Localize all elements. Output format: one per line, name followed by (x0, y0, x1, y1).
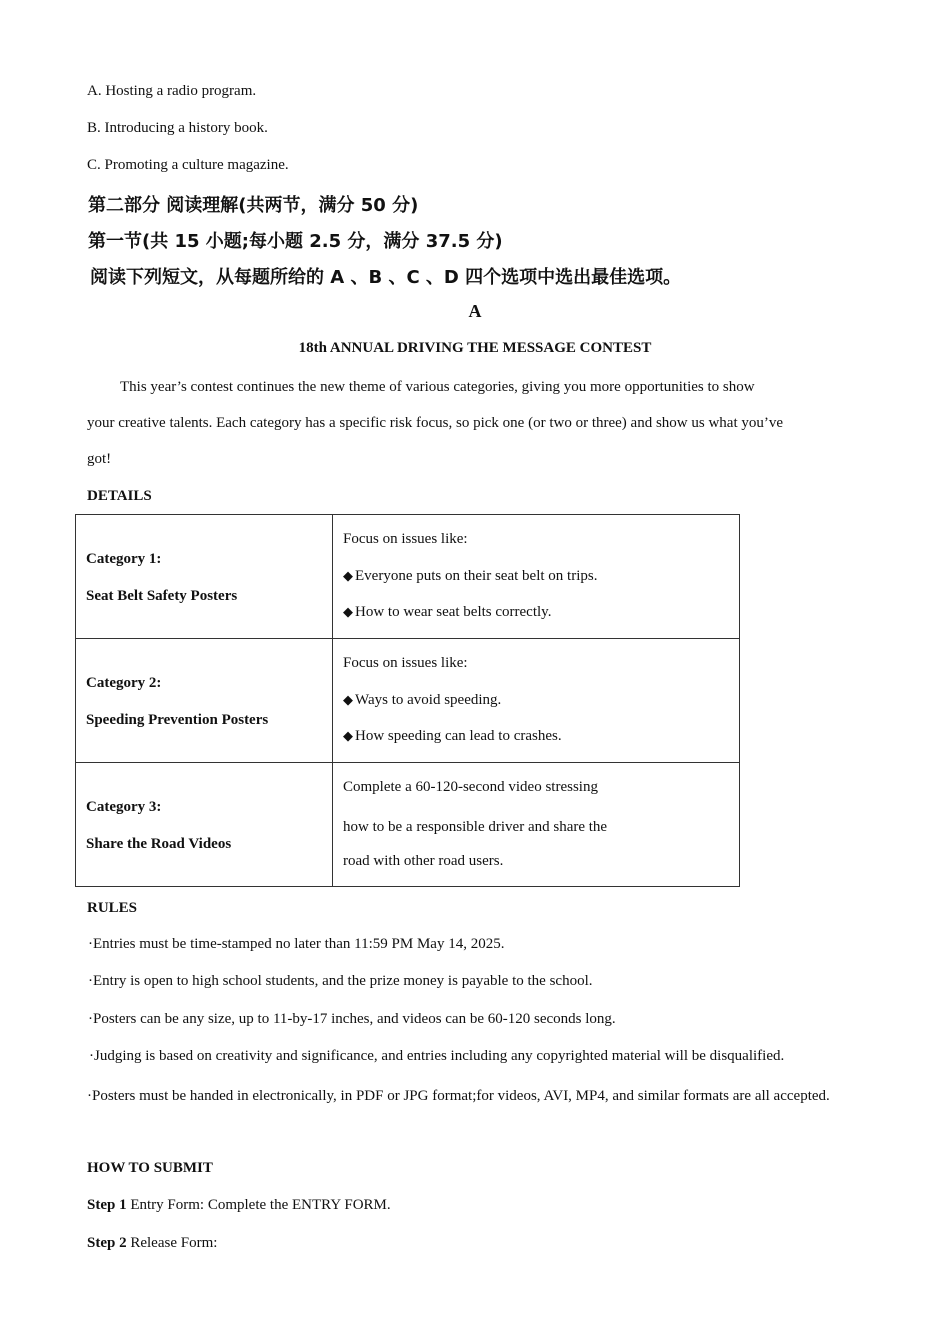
rule-item: ·Posters can be any size, up to 11-by-17 inches, and videos can be 60-120 seconds long. (88, 1011, 616, 1027)
instruction: 阅读下列短文，从每题所给的 A 、B 、C 、D 四个选项中选出最佳选项。 (90, 267, 682, 288)
focus-label: Focus on issues like: (343, 655, 468, 671)
category-cell (76, 515, 333, 639)
part-title: 第二部分 阅读理解(共两节，满分 50 分) (88, 195, 419, 216)
category-label: Category 2: (86, 675, 162, 691)
submit-step (87, 1235, 217, 1252)
diamond-icon: ◆ (343, 569, 353, 584)
step-text: Release Form: (130, 1235, 218, 1251)
step-label: Step 1 (87, 1197, 127, 1213)
category-cell (76, 763, 333, 887)
rule-item: ·Entries must be time-stamped no later than 11:59 PM May 14, 2025. (88, 936, 505, 952)
option-b: B. Introducing a history book. (87, 120, 268, 136)
intro-line-1: This year’s contest continues the new theme of various categories, giving you more opportunities to show (120, 379, 755, 395)
description-line: road with other road users. (343, 853, 504, 869)
option-a: A. Hosting a radio program. (87, 83, 257, 99)
focus-bullet: ◆ Ways to avoid speeding. (343, 692, 502, 708)
focus-bullet: ◆ Everyone puts on their seat belt on trips. (343, 568, 598, 584)
diamond-icon: ◆ (343, 605, 353, 620)
focus-cell (333, 515, 740, 639)
rule-item: ·Entry is open to high school students, and the prize money is payable to the school. (88, 973, 593, 989)
passage-letter: A (468, 301, 482, 321)
table-row (76, 763, 740, 887)
focus-cell (333, 639, 740, 763)
description-line: how to be a responsible driver and share the (343, 819, 608, 835)
intro-line-3: got! (87, 451, 112, 467)
step-label: Step 2 (87, 1235, 127, 1251)
category-name: Share the Road Videos (86, 836, 232, 852)
details-table (75, 514, 740, 887)
focus-label: Focus on issues like: (343, 531, 468, 547)
rule-item: ·Judging is based on creativity and significance, and entries including any copyrighted material will be disqualified. (89, 1048, 785, 1064)
diamond-icon: ◆ (343, 729, 353, 744)
passage-title: 18th ANNUAL DRIVING THE MESSAGE CONTEST (298, 340, 652, 356)
details-heading: DETAILS (87, 488, 152, 504)
option-c: C. Promoting a culture magazine. (87, 157, 289, 173)
table-row (76, 639, 740, 763)
intro-line-2: your creative talents. Each category has a specific risk focus, so pick one (or two or three) and show us what you’ve (87, 415, 784, 431)
category-cell (76, 639, 333, 763)
step-text: Entry Form: Complete the ENTRY FORM. (130, 1197, 391, 1213)
category-name: Seat Belt Safety Posters (86, 588, 238, 604)
category-name: Speeding Prevention Posters (86, 712, 269, 728)
submit-step (87, 1197, 391, 1214)
description-line: Complete a 60-120-second video stressing (343, 779, 598, 795)
description-cell (333, 763, 740, 887)
rule-item: ·Posters must be handed in electronically, in PDF or JPG format;for videos, AVI, MP4, and similar formats are all accepted. (87, 1088, 830, 1104)
submit-heading: HOW TO SUBMIT (87, 1160, 213, 1176)
rules-heading: RULES (87, 900, 138, 916)
category-label: Category 1: (86, 551, 162, 567)
category-label: Category 3: (86, 799, 162, 815)
focus-bullet: ◆ How speeding can lead to crashes. (343, 728, 562, 744)
focus-bullet: ◆ How to wear seat belts correctly. (343, 604, 552, 620)
subsection-title: 第一节(共 15 小题;每小题 2.5 分，满分 37.5 分) (88, 231, 503, 252)
table-row (76, 515, 740, 639)
diamond-icon: ◆ (343, 693, 353, 708)
